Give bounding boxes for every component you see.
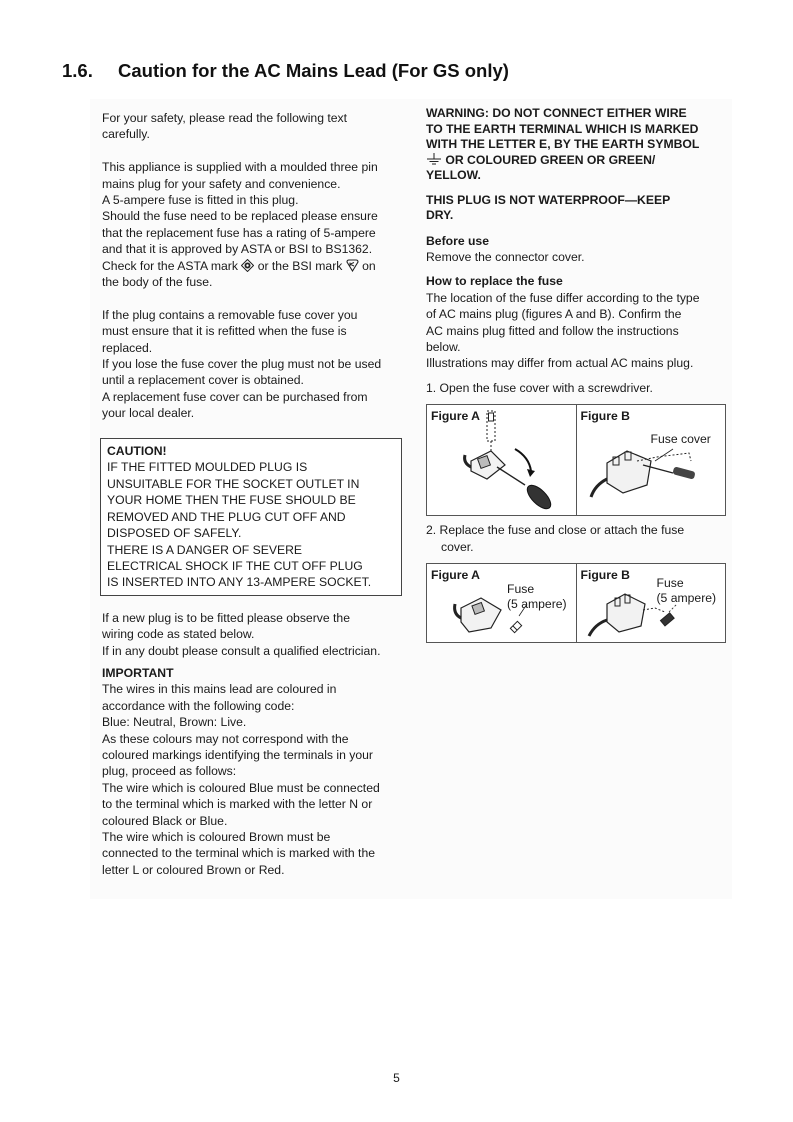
text-line: WARNING: DO NOT CONNECT EITHER WIRE (426, 106, 687, 120)
text-line: Illustrations may differ from actual AC mains plug. (426, 356, 694, 371)
page-number: 5 (393, 1071, 400, 1085)
text-line: TO THE EARTH TERMINAL WHICH IS MARKED (426, 121, 699, 136)
on-text: on (362, 258, 376, 273)
waterproof-warning (426, 193, 726, 224)
how-to-title: How to replace the fuse (426, 274, 563, 289)
figure-label: Figure A (431, 567, 480, 582)
safety-intro (102, 110, 407, 143)
text-line: cover. (441, 539, 474, 554)
figure-b-open-cover (576, 405, 726, 515)
text-line: WITH THE LETTER E, BY THE EARTH SYMBOL (426, 137, 700, 151)
figure-label: Figure B (580, 567, 630, 582)
important-title: IMPORTANT (102, 665, 174, 680)
text-line: that the replacement fuse has a rating of 5-ampere (102, 225, 376, 240)
earth-symbol-line (426, 153, 726, 169)
plug-screwdriver-illustration (427, 405, 577, 517)
text-line: connected to the terminal which is marked with the (102, 846, 375, 861)
section-heading (62, 60, 509, 82)
text-line: DISPOSED OF SAFELY. (107, 526, 242, 541)
text-line: The wire which is coloured Blue must be connected (102, 780, 380, 795)
text-line: Remove the connector cover. (426, 249, 585, 264)
text-line: the body of the fuse. (102, 275, 213, 290)
plug-fuse-b-illustration (577, 564, 727, 644)
fuse-cover-callout: Fuse cover (650, 432, 711, 447)
figure-label: Figure B (580, 409, 630, 424)
section-title: Caution for the AC Mains Lead (For GS only) (118, 60, 509, 81)
text-line: If the plug contains a removable fuse cover you (102, 307, 358, 322)
text-line: below. (426, 339, 461, 354)
text-line: (5 ampere) (656, 590, 717, 605)
text-line: coloured Black or Blue. (102, 813, 228, 828)
text-line: Should the fuse need to be replaced please ensure (102, 209, 378, 224)
text-line: A 5-ampere fuse is fitted in this plug. (102, 193, 299, 208)
text-line: The wires in this mains lead are coloured in (102, 682, 337, 697)
text-line: Fuse (507, 581, 535, 596)
text-line: your local dealer. (102, 406, 195, 421)
text-line: THERE IS A DANGER OF SEVERE (107, 542, 303, 557)
figure-b-replace-fuse (576, 564, 726, 642)
important-section (102, 665, 407, 878)
step-1 (426, 380, 726, 396)
text-line: IS INSERTED INTO ANY 13-AMPERE SOCKET. (107, 575, 372, 590)
warning-line: OR COLOURED GREEN OR GREEN/ (445, 152, 656, 167)
text-line: YOUR HOME THEN THE FUSE SHOULD BE (107, 493, 356, 508)
text-line: If you lose the fuse cover the plug must not be used (102, 357, 382, 372)
text-line: The wire which is coloured Brown must be (102, 830, 331, 845)
text-line: DRY. (426, 208, 454, 222)
text-line: YELLOW. (426, 168, 481, 182)
new-plug-info (102, 610, 407, 659)
fuse-cover-info (102, 307, 407, 422)
figure-row-1 (426, 404, 726, 516)
how-to-section (426, 273, 726, 371)
figure-a-open-cover (427, 405, 576, 515)
text-line: and that it is approved by ASTA or BSI to BS1362. (102, 242, 373, 257)
text-line: mains plug for your safety and convenience. (102, 176, 341, 191)
left-column (102, 110, 407, 878)
text-line: As these colours may not correspond with the (102, 731, 349, 746)
text-line: until a replacement cover is obtained. (102, 373, 304, 388)
section-number: 1.6. (62, 60, 93, 81)
text-line: Blue: Neutral, Brown: Live. (102, 715, 247, 730)
before-use-section (426, 233, 726, 266)
text-line: UNSUITABLE FOR THE SOCKET OUTLET IN (107, 476, 360, 491)
text-line: letter L or coloured Brown or Red. (102, 862, 285, 877)
warning-block (426, 106, 726, 184)
before-use-title: Before use (426, 233, 489, 248)
text-line: If a new plug is to be fitted please observe the (102, 610, 350, 625)
text-line: Fuse (656, 575, 684, 590)
text-line: to the terminal which is marked with the letter N or (102, 797, 373, 812)
plug-fuse-a-illustration (427, 564, 577, 644)
text-line: replaced. (102, 340, 153, 355)
text-line: REMOVED AND THE PLUG CUT OFF AND (107, 509, 346, 524)
text-line: ELECTRICAL SHOCK IF THE CUT OFF PLUG (107, 558, 363, 573)
step-2 (426, 522, 726, 555)
text-line: If in any doubt please consult a qualified electrician. (102, 643, 381, 658)
text-line: wiring code as stated below. (102, 627, 255, 642)
caution-box (100, 438, 402, 596)
figure-row-2 (426, 563, 726, 643)
figure-a-replace-fuse (427, 564, 576, 642)
text-line: must ensure that it is refitted when the fuse is (102, 324, 347, 339)
text-line: accordance with the following code: (102, 698, 295, 713)
text-line: carefully. (102, 127, 150, 142)
text-line: 1. Open the fuse cover with a screwdriver. (426, 380, 653, 395)
right-column (426, 106, 726, 643)
text-line: THIS PLUG IS NOT WATERPROOF—KEEP (426, 192, 671, 207)
text-line: plug, proceed as follows: (102, 764, 237, 779)
figure-label: Figure A (431, 409, 480, 424)
caution-title: CAUTION! (107, 444, 167, 459)
asta-mark-icon (241, 259, 254, 272)
text-line: IF THE FITTED MOULDED PLUG IS (107, 460, 308, 475)
plug-fuse-cover-illustration (577, 405, 727, 517)
bsi-kitemark-icon (346, 259, 359, 272)
bsi-text: or the BSI mark (257, 258, 343, 273)
text-line: AC mains plug fitted and follow the instructions (426, 323, 679, 338)
text-line: coloured markings identifying the terminals in your (102, 747, 373, 762)
asta-bsi-line (102, 258, 407, 274)
fuse-info (102, 159, 407, 290)
text-line: For your safety, please read the following text (102, 111, 348, 125)
text-line: 2. Replace the fuse and close or attach the fuse (426, 523, 685, 538)
text-line: The location of the fuse differ according to the type (426, 290, 700, 305)
text-line: A replacement fuse cover can be purchased from (102, 389, 368, 404)
text-line: of AC mains plug (figures A and B). Confirm the (426, 307, 682, 322)
asta-text: Check for the ASTA mark (102, 258, 238, 273)
text-line: This appliance is supplied with a moulded three pin (102, 160, 378, 175)
earth-symbol-icon (426, 153, 442, 166)
text-line: (5 ampere) (507, 596, 567, 611)
